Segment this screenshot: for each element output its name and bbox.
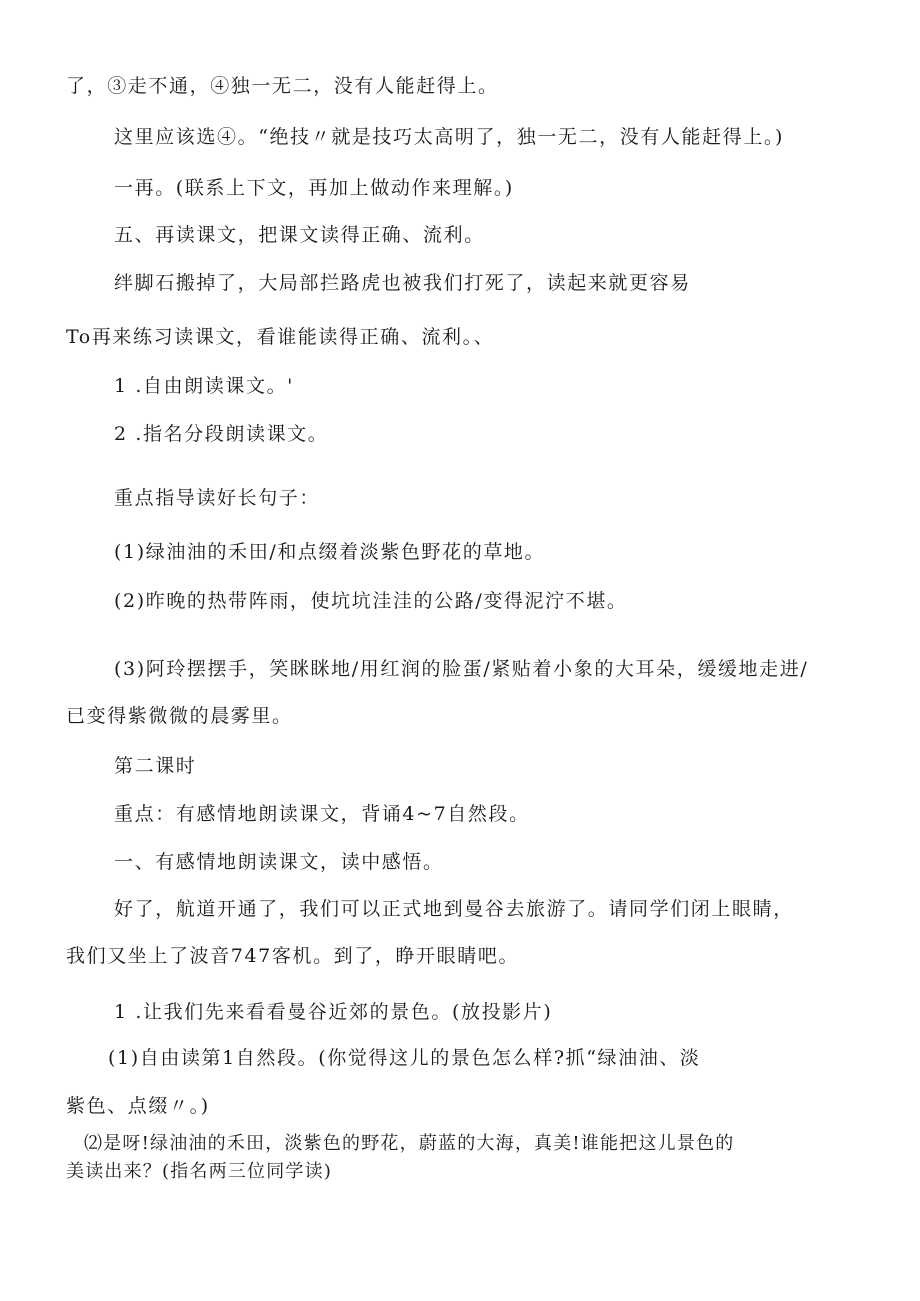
text-line-20: (1)自由读第1自然段。(你觉得这儿的景色怎么样?抓“绿油油、淡 bbox=[108, 1047, 701, 1069]
text-line-21: 紫色、点缀〃。) bbox=[66, 1095, 210, 1117]
text-line-13: 已变得紫微微的晨雾里。 bbox=[66, 705, 293, 727]
text-line-6: To再来练习读课文，看谁能读得正确、流利。、 bbox=[66, 326, 495, 348]
text-line-7: 1 .自由朗读课文。' bbox=[114, 375, 294, 397]
text-line-2: 这里应该选④。“绝技〃就是技巧太高明了，独一无二，没有人能赶得上。) bbox=[114, 126, 785, 148]
text-line-23: 美读出来？(指名两三位同学读) bbox=[66, 1161, 333, 1182]
text-line-10: (1)绿油油的禾田/和点缀着淡紫色野花的草地。 bbox=[114, 541, 546, 563]
text-line-15: 重点：有感情地朗读课文，背诵4~7自然段。 bbox=[114, 803, 530, 825]
text-line-17: 好了，航道开通了，我们可以正式地到曼谷去旅游了。请同学们闭上眼睛， bbox=[114, 898, 794, 920]
text-line-14: 第二课时 bbox=[114, 755, 197, 777]
text-line-11: (2)昨晚的热带阵雨，使坑坑洼洼的公路/变得泥泞不堪。 bbox=[114, 590, 628, 612]
text-line-18: 我们又坐上了波音747客机。到了，睁开眼睛吧。 bbox=[66, 945, 520, 967]
text-line-5: 绊脚石搬掉了，大局部拦路虎也被我们打死了，读起来就更容易 bbox=[114, 272, 691, 294]
text-line-12: (3)阿玲摆摆手，笑眯眯地/用红润的脸蛋/紧贴着小象的大耳朵，缓缓地走进/ bbox=[114, 658, 809, 680]
text-line-4: 五、再读课文，把课文读得正确、流利。 bbox=[114, 224, 485, 246]
text-line-19: 1 .让我们先来看看曼谷近郊的景色。(放投影片) bbox=[114, 1001, 553, 1023]
text-line-3: 一再。(联系上下文，再加上做动作来理解。) bbox=[114, 177, 514, 199]
text-line-1: 了，③走不通，④独一无二，没有人能赶得上。 bbox=[66, 75, 499, 97]
text-line-22: ⑵是呀!绿油油的禾田，淡紫色的野花，蔚蓝的大海，真美!谁能把这儿景色的 bbox=[84, 1133, 735, 1154]
text-line-9: 重点指导读好长句子： bbox=[114, 487, 321, 509]
text-line-16: 一、有感情地朗读课文，读中感悟。 bbox=[114, 851, 444, 873]
text-line-8: 2 .指名分段朗读课文。 bbox=[114, 423, 329, 445]
